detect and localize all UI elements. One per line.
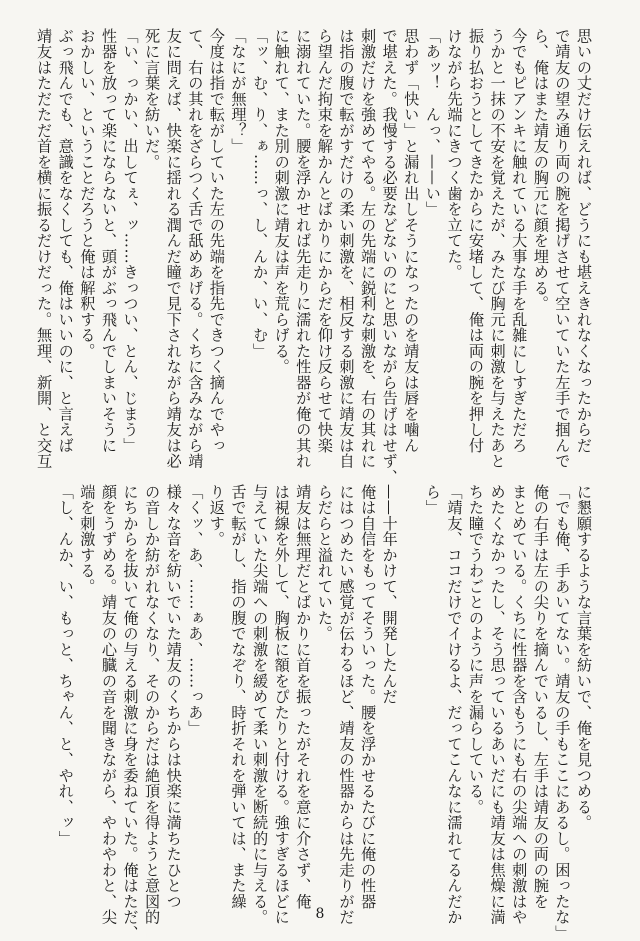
text-line: ら、俺はまた靖友の胸元に顔を埋める。 bbox=[531, 28, 550, 312]
text-line: 「ッ、む、り、ぁ……っ、し、んか、い、む」 bbox=[251, 28, 270, 359]
text-line: 思いの丈だけ伝えれば、どうにも堪えきれなくなったからだ bbox=[575, 28, 593, 454]
text-line: らだらと溢れていた。 bbox=[315, 484, 334, 642]
text-line: で靖友の望み通り両の腕を掲げさせて空いていた左手で掴んで bbox=[553, 28, 572, 469]
text-line: 顔をうずめる。靖友の心臓の音を聞きながら、やわやわと、尖 bbox=[99, 484, 118, 925]
page-number: 8 bbox=[315, 906, 325, 922]
text-line: で堪えた。我慢する必要などないのにと思いながら告げはせず、 bbox=[380, 28, 399, 485]
text-line: 「くッ、あ、……ぁあ、……っあ」 bbox=[186, 484, 205, 736]
text-line: 死に言葉を紡いだ。 bbox=[143, 28, 162, 170]
text-line: 「あッ！ んっ、——い」 bbox=[423, 28, 442, 217]
text-line: 靖友はただただ首を横に振るだけだった。無理、新開、と交互 bbox=[35, 28, 54, 469]
text-line: おかしい、ということだろうと俺は解釈する。 bbox=[78, 28, 97, 359]
text-line: 様々な音を紡いでいた靖友のくちからは快楽に満ちたひとつ bbox=[164, 484, 183, 910]
text-line: に触れて、また別の刺激に靖友は声を荒らげる。 bbox=[272, 28, 291, 375]
text-line: り返す。 bbox=[207, 484, 226, 547]
text-line: 俺は自信をもってそういった。腰を浮かせるたびに俺の性器 bbox=[359, 484, 378, 910]
text-line: は指の腹で転がすだけの柔い刺激を、相反する刺激に靖友は自 bbox=[337, 28, 356, 469]
text-line: ら」 bbox=[423, 484, 442, 516]
text-line: 今度は指で転がしていた左の先端を指先できつく摘んでやっ bbox=[207, 28, 226, 454]
text-line: 今でもピアンキに触れている大事な手を乱雑にしすぎただろ bbox=[510, 28, 529, 454]
text-line: に溺れていた。腰を浮かせれば先走りに濡れた性器が俺の其れ bbox=[294, 28, 313, 469]
text-line: ——十年かけて、開発したんだ bbox=[380, 484, 399, 705]
text-line: 思わず「快い」と漏れ出しそうになったのを靖友は唇を噛ん bbox=[402, 28, 421, 454]
text-line: 「し、んか、い、もっと、ちゃん、と、やれ、ッ」 bbox=[56, 484, 75, 847]
text-line: 「い、っかい、出してぇ、ッ……きっつい、とん、じまう」 bbox=[121, 28, 140, 454]
text-line: 「でも俺、手あいてない。靖友の手もここにあるし。困ったな」 bbox=[553, 484, 572, 941]
text-line bbox=[400, 484, 422, 899]
text-line: て、右の其れをざらつく舌で舐めあげる。くちに含みながら靖 bbox=[186, 28, 205, 469]
text-line: 与えていた尖端への刺激を緩めて柔い刺激を断続的に与える。 bbox=[251, 484, 270, 925]
text-line: 振り払おうとしてきたからに安堵して、俺は両の腕を押し付 bbox=[467, 28, 486, 454]
text-line: 俺の右手は左の尖りを摘んでいるし、左手は靖友の両の腕を bbox=[531, 484, 550, 910]
text-line: にはつめたい感覚が伝わるほど、靖友の性器からは先走りがだ bbox=[337, 484, 356, 925]
text-line: 端を刺激する。 bbox=[78, 484, 97, 595]
text-line: にちからを抜いて俺の与える刺激に身を委ねていた。俺はただ、 bbox=[121, 484, 140, 941]
text-line: の音しか紡がれなくなり、そのからだは絶頂を得ようと意図的 bbox=[143, 484, 162, 925]
text-line: ぶっ飛んでも、意識をなくしても、俺はいいのに、と言えば bbox=[56, 28, 75, 454]
text-line: ちた瞳でうわごとのように声を漏らしている。 bbox=[467, 484, 486, 815]
text-line: 靖友は無理だとばかりに首を振ったがそれを意に介さず、俺 bbox=[294, 484, 313, 910]
text-line: まとめている。くちに性器を含もうにも右の尖端への刺激はや bbox=[510, 484, 529, 925]
text-line: に懇願するような言葉を紡いで、俺を見つめる。 bbox=[575, 484, 593, 831]
text-line: 刺激だけを強めてやる。左の先端に鋭利な刺激を、右の其れに bbox=[359, 28, 378, 469]
text-line: けながら先端にきつく歯を立てた。 bbox=[445, 28, 464, 280]
text-line: 舌で転がし、指の腹でなぞり、時折それを弾いては、また繰 bbox=[229, 484, 248, 910]
text-line: うかと一抹の不安を覚えたが、みたび胸元に刺激を与えたあと bbox=[488, 28, 507, 469]
upper-text-block bbox=[33, 28, 594, 485]
text-line: 「なにが無理？」 bbox=[229, 28, 248, 154]
text-line: 「靖友、ココだけでイけるよ、だってこんなに濡れてるんだか bbox=[445, 484, 464, 925]
text-line: めたくなかったし、そう思っているあいだにも靖友は焦燥に満 bbox=[488, 484, 507, 925]
text-line: は視線を外して、胸板に額をぴたりと付ける。強すぎるほどに bbox=[272, 484, 291, 925]
text-line: 性器を放って楽にならないと、頭がぶっ飛んでしまいそうに bbox=[99, 28, 118, 454]
text-line: ら望んだ拘束を解かんとばかりにからだを仰け反らせて快楽 bbox=[315, 28, 334, 454]
lower-text-block bbox=[54, 484, 594, 941]
text-line: 友に問えば、快楽に揺れる潤んだ瞳で見下されながら靖友は必 bbox=[164, 28, 183, 469]
